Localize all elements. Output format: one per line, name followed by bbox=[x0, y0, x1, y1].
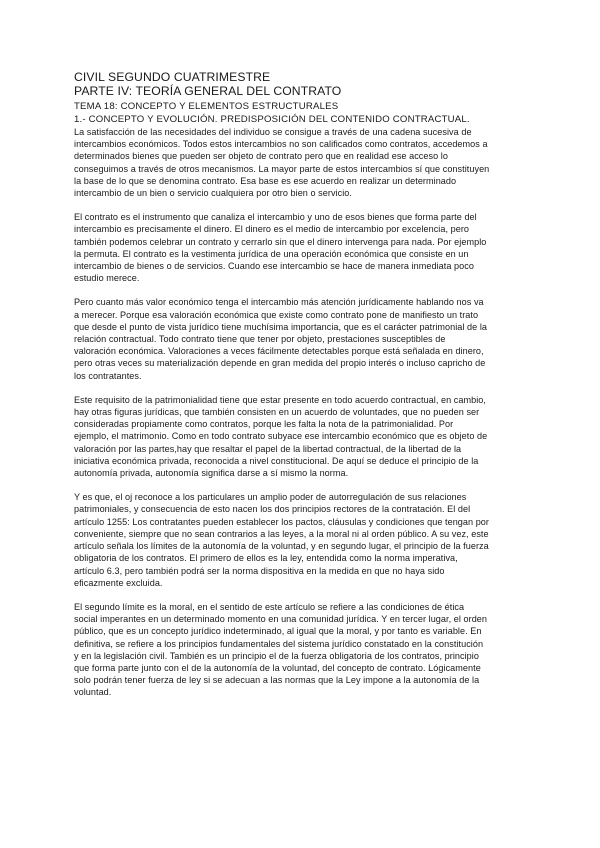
paragraph-line: intercambios económicos. Todos estos intercambios no son calificados como contratos, accedemos a bbox=[74, 139, 488, 150]
paragraph-line: social imperantes en un determinado momento en una comunidad jurídica. Y en tercer lugar, el orden bbox=[74, 614, 488, 625]
paragraph-line: relación contractual. Todo contrato tiene que tener por objeto, prestaciones susceptibles de bbox=[74, 334, 446, 345]
paragraph bbox=[74, 491, 532, 589]
paragraph-line: conseguimos a través de otros mecanismos. La mayor parte de estos intercambios sí que constituyen bbox=[74, 163, 490, 174]
document-title-line-2: PARTE IV: TEORÍA GENERAL DEL CONTRATO bbox=[74, 84, 342, 98]
paragraph-line: El contrato es el instrumento que canaliza el intercambio y uno de esos bienes que forma parte del bbox=[74, 212, 477, 223]
paragraph-line: artículo 6.3, pero también podrá ser la norma dispositiva en la medida en que no haya sido bbox=[74, 565, 445, 576]
paragraph-line: y en la legislación civil. También es un principio el de la fuerza obligatoria de los contratos, principio bbox=[74, 650, 479, 661]
paragraph-line: obligatoria de los contratos. El primero de ellos es la ley, entendida como la norma imperativa, bbox=[74, 553, 458, 564]
paragraph-line: consideradas propiamente como contratos, porque les falta la nota de la patrimonialidad. Por bbox=[74, 419, 454, 430]
topic-heading: TEMA 18: CONCEPTO Y ELEMENTOS ESTRUCTURALES bbox=[74, 101, 339, 112]
paragraph-gap bbox=[74, 382, 532, 394]
paragraph-line: determinados bienes que pueden ser objeto de contrato pero que en realidad ese acceso lo bbox=[74, 151, 448, 162]
paragraph-line: hay otras figuras jurídicas, que también consisten en un acuerdo de voluntades, que no pueden ser bbox=[74, 407, 480, 418]
paragraph-line: eficazmente excluida. bbox=[74, 577, 163, 588]
paragraph-line: la permuta. El contrato es la vestimenta jurídica de una operación económica que consiste en un bbox=[74, 248, 469, 259]
paragraph-line: público, que es un concepto jurídico indeterminado, al igual que la moral, y por tanto es variable. En bbox=[74, 626, 482, 637]
paragraph-line: El segundo límite es la moral, en el sentido de este artículo se refiere a las condiciones de ética bbox=[74, 601, 465, 612]
paragraph-line: ejemplo, el matrimonio. Como en todo contrato subyace ese intercambio económico que es objeto de bbox=[74, 431, 488, 442]
paragraph-line: valoración por las partes,hay que resaltar el papel de la libertad contractual, de la libertad de la bbox=[74, 443, 462, 454]
paragraph-gap bbox=[74, 199, 532, 211]
paragraph-gap bbox=[74, 479, 532, 491]
paragraph-line: también podemos celebrar un contrato y cerrarlo sin que el dinero intervenga para nada. Por ejemplo bbox=[74, 236, 487, 247]
paragraph-line: intercambio es precisamente el dinero. El dinero es el medio de intercambio por excelencia, pero bbox=[74, 224, 470, 235]
paragraph-line: Este requisito de la patrimonialidad tiene que estar presente en todo acuerdo contractual, en cambio, bbox=[74, 394, 486, 405]
paragraph-line: intercambio de un bien o servicio cualquiera por otro bien o servicio. bbox=[74, 188, 352, 199]
document-body bbox=[74, 126, 532, 699]
paragraph-line: valoración económica. Valoraciones a veces fácilmente detectables porque está señalada en dinero, bbox=[74, 346, 484, 357]
paragraph-line: iniciativa económica privada, reconocida a nivel constitucional. De aquí se deduce el principio de la bbox=[74, 455, 479, 466]
paragraph-line: artículo 1255: Los contratantes pueden establecer los pactos, cláusulas y condiciones que tengan por bbox=[74, 516, 489, 527]
paragraph-gap bbox=[74, 589, 532, 601]
paragraph bbox=[74, 126, 532, 199]
paragraph-line: patrimoniales, y consecuencia de esto nacen los dos principios rectores de la contratación. El del bbox=[74, 504, 471, 515]
document-title-line-1: CIVIL SEGUNDO CUATRIMESTRE bbox=[74, 70, 271, 84]
paragraph-line: Y es que, el oj reconoce a los particulares un amplio poder de autorregulación de sus relaciones bbox=[74, 492, 467, 503]
paragraph-line: Pero cuanto más valor económico tenga el intercambio más atención jurídicamente hablando nos va bbox=[74, 297, 484, 308]
paragraph-line: la base de lo que se denomina contrato. Esa base es ese acuerdo en realizar un determinado bbox=[74, 175, 457, 186]
paragraph bbox=[74, 296, 532, 381]
paragraph bbox=[74, 601, 532, 699]
paragraph-line: voluntad. bbox=[74, 687, 112, 698]
paragraph-line: pero otras veces su materialización depende en gran medida del propio interés o incluso capricho de bbox=[74, 358, 486, 369]
paragraph-line: solo podrán tener fuerza de ley si se adecuan a las normas que la Ley impone a la autonomía de la bbox=[74, 675, 480, 686]
section-heading: 1.- CONCEPTO Y EVOLUCIÓN. PREDISPOSICIÓN DEL CONTENIDO CONTRACTUAL. bbox=[74, 114, 470, 125]
paragraph-line: a merecer. Porque esa valoración económica que existe como contrato pone de manifiesto un trato bbox=[74, 309, 479, 320]
paragraph-gap bbox=[74, 284, 532, 296]
paragraph-line: autonomía privada, autonomía significa darse a sí mismo la norma. bbox=[74, 468, 349, 479]
paragraph-line: intercambio de bienes o de servicios. Cuando ese intercambio se hace de manera inmediata poco bbox=[74, 261, 474, 272]
document-page bbox=[74, 70, 532, 699]
paragraph-line: estudio merece. bbox=[74, 273, 140, 284]
paragraph-line: artículo señala los límites de la autonomía de la voluntad, y en segundo lugar, el principio de la fuerza bbox=[74, 541, 489, 552]
paragraph-line: conveniente, siempre que no sean contrarios a las leyes, a la moral ni al orden público. A su vez, este bbox=[74, 528, 489, 539]
paragraph-line: definitiva, se refiere a los principios fundamentales del sistema jurídico constatado en la constitución bbox=[74, 638, 484, 649]
paragraph bbox=[74, 394, 532, 479]
paragraph bbox=[74, 211, 532, 284]
paragraph-line: La satisfacción de las necesidades del individuo se consigue a través de una cadena sucesiva de bbox=[74, 127, 472, 137]
paragraph-line: que desde el punto de vista jurídico tiene muchísima importancia, que es el carácter patrimonial de la bbox=[74, 321, 488, 332]
paragraph-line: los contratantes. bbox=[74, 370, 142, 381]
paragraph-line: que forma parte junto con el de la autonomía de la voluntad, del concepto de contrato. Lógicamente bbox=[74, 662, 481, 673]
